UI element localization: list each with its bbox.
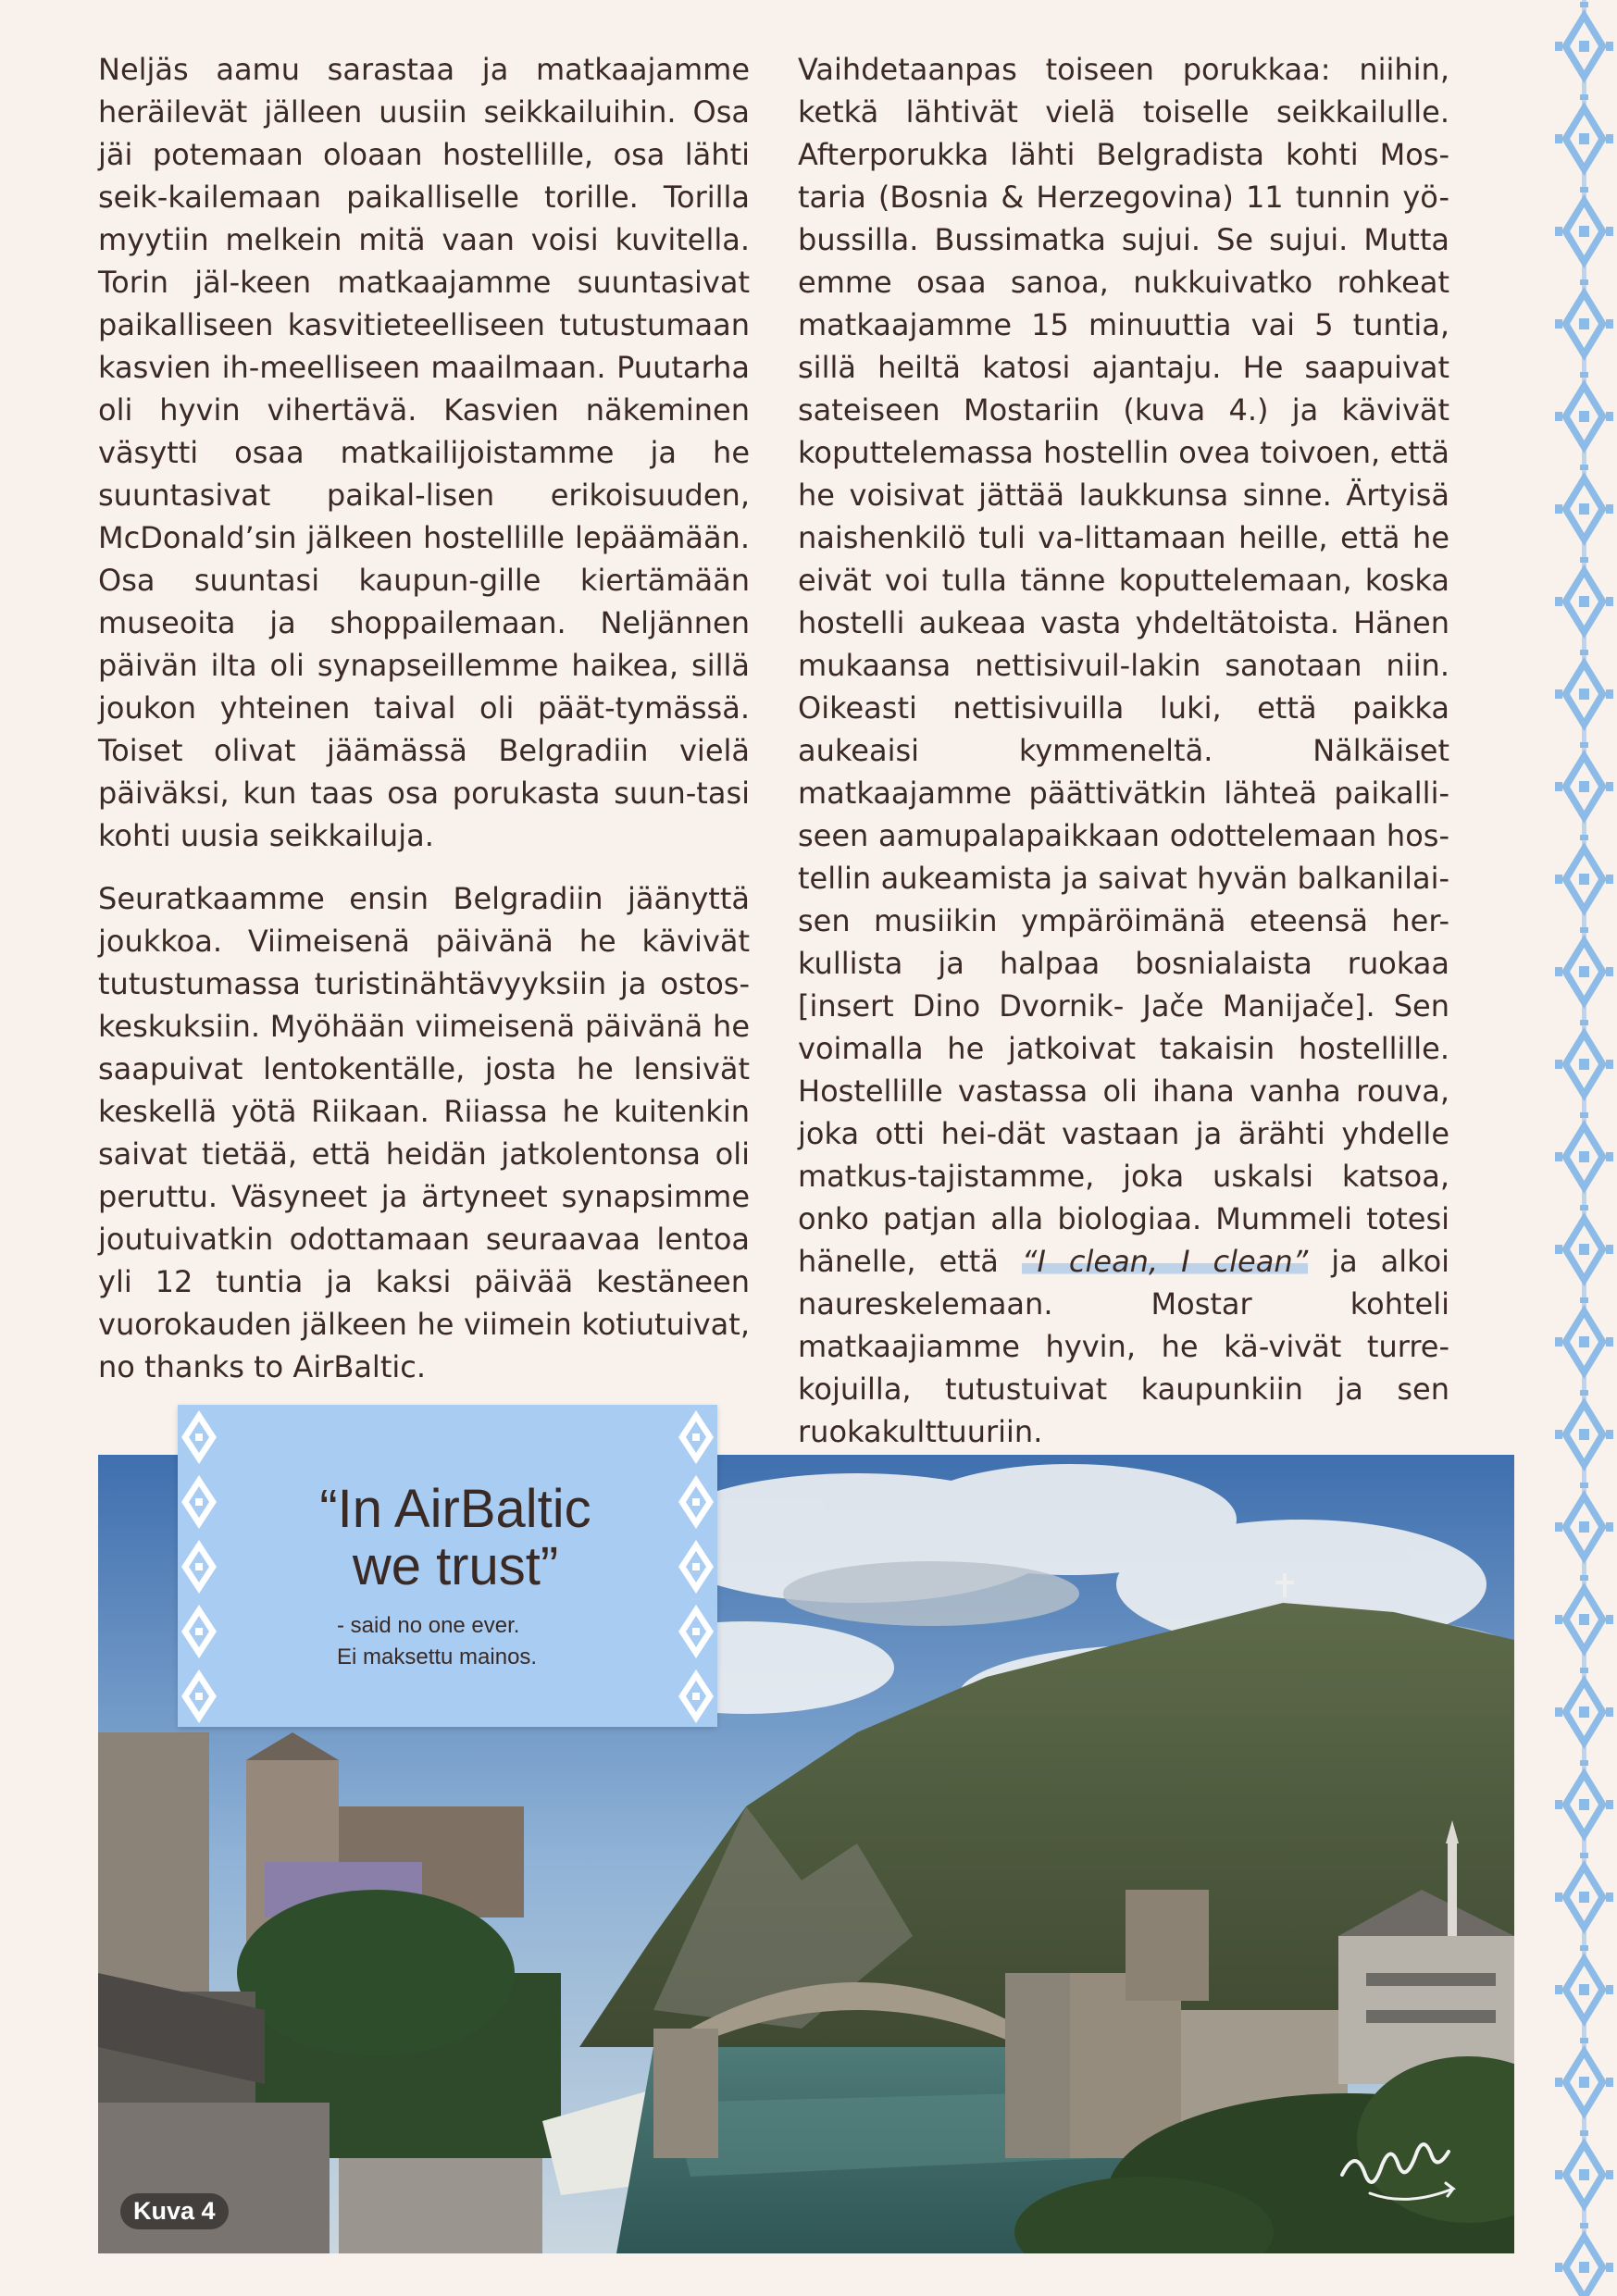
mostar-text-before-quote: Vaihdetaanpas toiseen porukkaa: niihin, ketkä lähtivät vielä toiselle seikkailulle. Afterporukka lähti Belgradista kohti Mos-taria (Bosnia & Herzegovina) 11 tunnin yö-bussilla. Bussimatka sujui. Se sujui. Mutta emme osaa sanoa, nukkuivatko rohkeat matkaajamme 15 minuuttia vai 5 tuntia, sillä heiltä katosi ajantaju. He saapuivat sateiseen Mostariin (kuva 4.) ja kävivät koputtelemassa hostellin ovea toivoen, että he voisivat jättää laukkunsa sinne. Ärtyisä naishenkilö tuli va-littamaan heille, että he eivät voi tulla tänne koputtelemaan, koska hostelli aukeaa vasta yhdeltätoista. Hänen mukaansa nettisivuil-lakin sanotaan niin. Oikeasti nettisivuilla luki, että paikka aukeaisi kymmeneltä. Nälkäiset matkaajamme päättivätkin lähteä paikalli-seen aamupalapaikkaan odottelemaan hos-tellin aukeamista ja saivat hyvän balkanilai-sen musiikin ympäröimänä eteensä her-kullista ja halpaa bosnialaista ruokaa [insert Dino Dvornik- Jače Manijače]. Sen voimalla he jatkoivat takaisin hostellille. Hostellille vastassa oli ihana vanha rouva, joka otti hei-dät vastaan ja ärähti yhdelle matkus-tajistamme, joka uskalsi katsoa, onko patjan alla biologiaa. Mummeli totesi hänelle, että <box>798 52 1449 1279</box>
article-left-column <box>98 48 750 1409</box>
ad-card-right-pattern <box>675 1405 717 1727</box>
ad-quote <box>289 1481 622 1595</box>
article-right-column <box>798 48 1449 1473</box>
highlighted-quote: “I clean, I clean” <box>1021 1244 1309 1279</box>
photo-caption: Kuva 4 <box>120 2193 229 2229</box>
ad-card-left-pattern <box>178 1405 220 1727</box>
airbaltic-ad-card <box>178 1405 717 1727</box>
decorative-side-border <box>1551 0 1617 2296</box>
ad-subtext-line-2: Ei maksettu mainos. <box>337 1644 538 1669</box>
ad-quote-line-1: “In AirBaltic <box>319 1479 591 1539</box>
ad-subtext-line-1: - said no one ever. <box>337 1613 520 1638</box>
paragraph-day-four: Neljäs aamu sarastaa ja matkaajamme heräilevät jälleen uusiin seikkailuihin. Osa jäi potemaan oloaan hostellille, osa lähti seik-kailemaan paikalliselle torille. Torilla myytiin melkein mitä vaan voisi kuvitella. Torin jäl-keen matkaajamme suuntasivat paikalliseen kasvitieteelliseen tutustumaan kasvien ih-meelliseen maailmaan. Puutarha oli hyvin vihertävä. Kasvien näkeminen väsytti osaa matkailijoistamme ja he suuntasivat paikal-lisen erikoisuuden, McDonald’sin jälkeen hostellille lepäämään. Osa suuntasi kaupun-gille kiertämään museoita ja shoppailemaan. Neljännen päivän ilta oli synapseillemme haikea, sillä joukon yhteinen taival oli päät-tymässä. Toiset olivat jäämässä Belgradiin vielä päiväksi, kun taas osa porukasta suun-tasi kohti uusia seikkailuja. <box>98 52 750 853</box>
mostar-text-after-quote: ja alkoi naureskelemaan. Mostar kohteli matkaajiamme hyvin, he kä-vivät turre-kojuilla, tutustuivat kaupunkiin ja sen ruokakulttuuriin. <box>798 1244 1450 1449</box>
ad-subtext <box>337 1610 537 1673</box>
paragraph-belgrade-group: Seuratkaamme ensin Belgradiin jäänyttä joukkoa. Viimeisenä päivänä he kävivät tutustumassa turistinähtävyyksiin ja ostos-keskuksiin. Myöhään viimeisenä päivänä he saapuivat lentokentälle, josta he lensivät keskellä yötä Riikaan. Riiassa he kuitenkin saivat tietää, että heidän jatkolentonsa oli peruttu. Väsyneet ja ärtyneet synapsimme joutuivatkin odottamaan seuraavaa lentoa yli 12 tuntia ja kaksi päivää kestäneen vuorokauden jälkeen he viimein kotiutuivat, no thanks to AirBaltic. <box>98 881 750 1384</box>
signature-mark <box>1333 2119 1472 2212</box>
paragraph-mostar-trip <box>798 48 1449 1453</box>
ad-quote-line-2: we trust” <box>352 1536 559 1596</box>
